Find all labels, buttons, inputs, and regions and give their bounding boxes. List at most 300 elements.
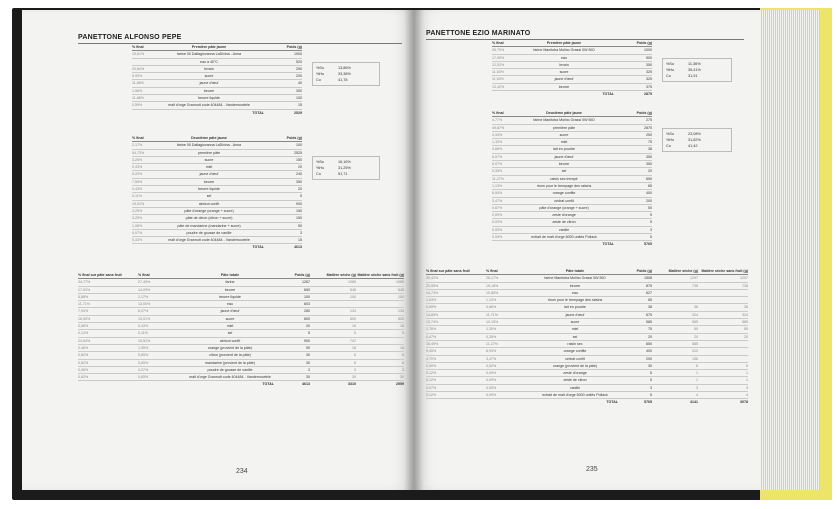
table-cell: 735	[742, 283, 748, 288]
side-stat: %Su 16,16%	[316, 160, 351, 164]
table-cell: 650	[646, 176, 652, 181]
table-row	[426, 283, 748, 290]
left-page	[22, 10, 414, 490]
table-cell: sel	[561, 169, 567, 174]
table-header	[78, 272, 404, 279]
table-cell: TOTAL	[602, 242, 614, 247]
table-row	[78, 338, 404, 345]
table-cell: 603	[304, 302, 310, 307]
table-cell: 1,08%	[132, 223, 143, 228]
table-cell: 0,65%	[138, 375, 149, 380]
table-row	[132, 157, 302, 164]
table-row	[426, 275, 748, 282]
table-total-row	[426, 399, 748, 405]
table-cell: 19,51%	[132, 201, 145, 206]
table-cell: TOTAL	[252, 110, 264, 115]
table-cell: sel	[206, 194, 212, 199]
table-row	[78, 374, 404, 381]
table-cell: 26,17%	[486, 276, 499, 281]
table-cell: beurre	[224, 287, 236, 292]
table-row	[492, 219, 652, 226]
table-row	[492, 154, 652, 161]
table-cell: 36	[694, 305, 698, 310]
table-cell: poudre de gousse de vanille	[186, 230, 232, 235]
table-cell: 3	[650, 227, 652, 232]
table-cell: 0,14%	[78, 331, 89, 336]
table-cell: beurre	[203, 88, 215, 93]
table-cell: 250	[646, 132, 652, 137]
table-cell: 3	[308, 367, 310, 372]
table-cell: Poids (g)	[286, 45, 302, 49]
table-cell: 7,94%	[78, 309, 89, 314]
table-cell: 0,12%	[426, 393, 437, 398]
table-cell	[132, 110, 154, 116]
table-cell: 585	[692, 341, 698, 346]
table-cell	[356, 338, 404, 344]
table-row	[78, 316, 404, 323]
table-row	[492, 47, 652, 54]
table-cell: vanille	[569, 385, 581, 390]
table-cell: sel	[227, 331, 233, 336]
table-cell: 0,12%	[426, 378, 437, 383]
table-total-row	[492, 91, 652, 97]
table-cell: 675	[646, 312, 652, 317]
table-cell: première pâte	[552, 125, 576, 130]
table-cell: 6,07%	[492, 154, 503, 159]
table-cell: miel	[226, 324, 234, 329]
table-cell: farine	[225, 280, 235, 285]
table-cell: beurre	[203, 179, 215, 184]
table-cell: 735	[692, 283, 698, 288]
table-cell	[698, 341, 748, 347]
table-cell: 0,87%	[492, 205, 503, 210]
table-cell: 100	[398, 294, 404, 299]
table-cell: % final	[138, 273, 150, 277]
table-cell: 0,09%	[492, 235, 503, 240]
table-cell: Matière sèche sans fruit (g)	[701, 269, 748, 273]
table-cell: 0,11%	[132, 194, 142, 199]
table-cell: 1297	[740, 276, 748, 281]
table-cell: 20	[744, 334, 748, 339]
table-cell	[652, 290, 698, 296]
table-row	[132, 201, 302, 208]
table-cell: 6	[402, 353, 404, 358]
table-cell: 2525	[294, 150, 302, 155]
table-cell: 3	[354, 367, 356, 372]
table-cell: 0,11%	[138, 331, 148, 336]
table-cell: beurre liquide	[198, 96, 220, 101]
table-cell: 545	[350, 287, 356, 292]
table-header	[132, 44, 302, 51]
table-cell: 6,07%	[492, 162, 503, 167]
side-stat: %Hu 35,41%	[666, 68, 701, 72]
page-edges	[760, 10, 820, 490]
table-cell: TOTAL	[606, 400, 618, 405]
table-cell: 18	[400, 345, 404, 350]
table-cell: poudre de gousse de vanille	[207, 367, 253, 372]
table-cell: 59	[694, 327, 698, 332]
table-cell: 3,47%	[486, 356, 497, 361]
table-cell: 0,82%	[78, 360, 89, 365]
table-cell: Poids (g)	[294, 273, 310, 277]
side-stat: %Hu 31,82%	[666, 138, 701, 142]
table-cell: 5	[402, 331, 404, 336]
table-row	[426, 319, 748, 326]
table-cell: 50	[648, 205, 652, 210]
table-cell: sucre	[225, 316, 235, 321]
table-cell: 11,71%	[78, 302, 90, 307]
table-cell: sucre	[559, 132, 569, 137]
table-cell: 0,43%	[132, 187, 143, 192]
table-cell: 325	[646, 77, 652, 82]
table-cell: 11,63%	[492, 70, 504, 75]
table-cell: 6,94%	[492, 191, 503, 196]
table-row	[132, 164, 302, 171]
table-cell: raisin sec trempé	[550, 176, 578, 181]
table-cell: abricot confit	[219, 338, 241, 343]
table-row	[132, 73, 302, 80]
table-cell: eau	[561, 55, 567, 60]
table-cell: 350	[646, 154, 652, 159]
side-stat: %Su 13,86%	[316, 66, 351, 70]
table-cell: 0,66%	[492, 147, 503, 152]
table-cell: TOTAL	[262, 382, 274, 387]
table-cell: 11,27%	[486, 341, 498, 346]
table-row	[132, 66, 302, 73]
table-cell: farine 00 Dallagiovanna LaDivina - Anna	[176, 143, 242, 148]
table-cell	[492, 241, 514, 247]
table-cell: 350	[646, 62, 652, 67]
table-cell: 10,15%	[486, 320, 499, 325]
table-cell: 14,85%	[426, 312, 439, 317]
table-cell: 16	[352, 324, 356, 329]
table-cell: 900	[296, 201, 302, 206]
table-cell: 6,94%	[486, 349, 497, 354]
table-cell: 1297	[690, 276, 698, 281]
table-cell: 1	[696, 371, 698, 376]
table-row	[492, 190, 652, 197]
table-cell: 11,27%	[492, 176, 504, 181]
table-cell: miel	[571, 327, 579, 332]
table-cell	[698, 356, 748, 362]
table-row	[132, 80, 302, 87]
table-row	[78, 294, 404, 301]
table-row	[132, 88, 302, 95]
table-cell: 5	[650, 371, 652, 376]
table-cell: rhum pour le trempage des raisins	[536, 183, 592, 188]
table-cell: beurre liquide	[198, 187, 220, 192]
table-row	[132, 171, 302, 178]
table-row	[426, 363, 748, 370]
table-row	[132, 95, 302, 102]
table-cell: orange (provient de la pâte)	[207, 345, 253, 350]
table-cell: cédrat confit	[554, 198, 574, 203]
table-cell: 324	[692, 312, 698, 317]
table-cell: 11,86%	[132, 81, 144, 86]
table-cell: 1	[746, 378, 748, 383]
table-cell: 24,64%	[78, 338, 91, 343]
table-cell: beurre liquide	[219, 294, 241, 299]
table-cell: 585	[742, 320, 748, 325]
table-cell: 30	[306, 353, 310, 358]
table-cell: 100	[296, 143, 302, 148]
table-cell	[698, 290, 748, 296]
table-cell: 1508	[644, 276, 652, 281]
table-cell: 200	[296, 74, 302, 79]
table-cell: 5765	[644, 400, 652, 405]
table-cell: 275	[646, 118, 652, 123]
side-stat: Co 31,91	[666, 74, 698, 78]
table-cell: 0,08%	[78, 367, 89, 372]
table-cell: 324	[742, 312, 748, 317]
side-stat: %Su 23,08%	[666, 132, 701, 136]
table-cell: 0,65%	[138, 353, 149, 358]
table-row	[426, 334, 748, 341]
table-cell: 2529	[294, 110, 302, 115]
table-cell: 200	[646, 198, 652, 203]
table-cell: rhum pour le trempage des raisins	[547, 298, 603, 303]
table-cell: cédrat confit	[565, 356, 585, 361]
table-cell: 30	[352, 375, 356, 380]
table-cell: 20	[648, 169, 652, 174]
table-cell: miel	[560, 140, 568, 145]
table-header	[426, 268, 748, 275]
table-row	[426, 356, 748, 363]
table-cell: beurre	[558, 162, 570, 167]
table-cell: miel	[205, 165, 213, 170]
table-cell: 600	[398, 316, 404, 321]
table-row	[492, 183, 652, 190]
table-cell: 30	[648, 363, 652, 368]
table-cell: zeste de citron	[563, 378, 587, 383]
table-cell: mandarine (provient de la pâte)	[205, 360, 255, 365]
table-cell: farine Manitoba Molino Grassi 0W BIO	[544, 276, 606, 281]
table-cell: 5,88%	[78, 294, 89, 299]
table-cell: Poids (g)	[636, 269, 652, 273]
table-cell: 3310	[348, 382, 356, 387]
table-cell: pâte de citron (citron + sucre)	[185, 216, 233, 221]
table-row	[132, 142, 302, 149]
table-row	[492, 227, 652, 234]
table-cell: eau	[572, 290, 578, 295]
table-cell: 11,63%	[492, 77, 504, 82]
table-cell: 38	[648, 147, 652, 152]
table-cell: 875	[646, 283, 652, 288]
table-cell: zeste d'orange	[563, 371, 587, 376]
table-cell: 0,43%	[138, 324, 149, 329]
table-cell: 0,07%	[426, 385, 437, 390]
table-cell: zeste de citron	[552, 220, 576, 225]
table-cell	[132, 244, 154, 250]
side-stat: %Hu 33,38%	[316, 72, 351, 76]
table-cell: 5	[650, 235, 652, 240]
table-cell: 17,91%	[78, 287, 91, 292]
table-cell: 35,42%	[426, 276, 439, 281]
table-cell: 12,53%	[492, 62, 505, 67]
table-cell: orange confite	[563, 349, 587, 354]
table-cell: 585	[646, 320, 652, 325]
table-cell: 5	[354, 331, 356, 336]
table-cell: 3,25%	[132, 157, 143, 162]
table-cell: 20	[298, 187, 302, 192]
table-cell: TOTAL	[602, 92, 614, 97]
table-cell: 0,89%	[426, 305, 437, 310]
table-cell: 4141	[690, 400, 698, 405]
table-cell: 11,86%	[132, 96, 144, 101]
table-cell: orange confite	[552, 191, 576, 196]
table-cell: 150	[296, 157, 302, 162]
table-cell	[310, 301, 356, 307]
table-row	[132, 193, 302, 200]
table-cell: 1089	[348, 280, 356, 285]
table-cell: 13,74%	[426, 320, 439, 325]
table-row	[492, 234, 652, 241]
table-row	[78, 367, 404, 374]
table-row	[78, 279, 404, 286]
table-cell: 38	[648, 305, 652, 310]
table-cell: 1	[746, 371, 748, 376]
table-cell: 600	[350, 316, 356, 321]
table-cell: 0,43%	[132, 165, 143, 170]
table-cell: % final	[132, 136, 144, 140]
table-cell: 400	[646, 191, 652, 196]
table-cell: 0,82%	[78, 353, 89, 358]
table-cell: 3	[300, 230, 302, 235]
table-cell: 3	[696, 385, 698, 390]
table-cell: vanille	[558, 227, 570, 232]
table-cell: eau à 40°C	[199, 59, 219, 64]
table-row	[426, 392, 748, 399]
table-cell: 0,07%	[138, 367, 149, 372]
table-cell: 50	[298, 223, 302, 228]
table-cell: 400	[646, 349, 652, 354]
table-cell: citron (provient de la pâte)	[209, 353, 251, 358]
side-stat: %Hu 31,25%	[316, 166, 351, 170]
table-cell: 2875	[644, 125, 652, 130]
table-cell: 600	[304, 316, 310, 321]
table-cell: 312	[692, 349, 698, 354]
table-cell: Poids (g)	[636, 111, 652, 115]
table-cell: 17,90%	[492, 55, 505, 60]
table-cell: 6	[746, 363, 748, 368]
table-cell: 5,20%	[132, 172, 143, 177]
table-cell: 65	[648, 183, 652, 188]
table-cell: Pâte totale	[220, 273, 240, 277]
table-cell: 6	[354, 353, 356, 358]
table-cell: 6,07%	[138, 309, 149, 314]
table-cell: 5	[650, 393, 652, 398]
table-cell	[698, 297, 748, 303]
table-cell: 10,88%	[486, 290, 499, 295]
table-row	[426, 312, 748, 319]
table-cell: Deuxième pâte jaune	[546, 111, 582, 115]
table-cell: 3,47%	[492, 198, 503, 203]
table-cell: 0,09%	[486, 393, 497, 398]
table-cell: beurre	[558, 84, 570, 89]
table-cell: 900	[304, 338, 310, 343]
table-cell	[426, 399, 532, 405]
table-row	[426, 370, 748, 377]
table-cell: 1000	[644, 48, 652, 53]
table-cell: 3	[402, 367, 404, 372]
table-cell: 5765	[644, 242, 652, 247]
table-header	[492, 40, 652, 47]
table-cell: % final	[492, 111, 504, 115]
table-cell: Poids (g)	[636, 41, 652, 45]
table-cell: jaune d'œuf	[220, 309, 240, 314]
table-cell: 4613	[294, 245, 302, 250]
table-cell: 5,90%	[132, 74, 143, 79]
table-cell: 5	[650, 213, 652, 218]
table-cell: 100	[350, 294, 356, 299]
table-cell: eau	[227, 302, 233, 307]
table-cell: 350	[646, 162, 652, 167]
table-row	[492, 212, 652, 219]
table-cell: 156	[692, 356, 698, 361]
table-cell: 75	[648, 327, 652, 332]
table-cell: 0,59%	[132, 103, 143, 108]
side-box-right-2	[662, 128, 732, 152]
table-cell: zeste d'orange	[552, 213, 576, 218]
recipe-title-left: PANETTONE ALFONSO PEPE	[78, 34, 182, 41]
table-cell: 20,84%	[132, 66, 145, 71]
table-row	[492, 205, 652, 212]
table-row	[426, 290, 748, 297]
table-row	[132, 215, 302, 222]
table-cell: levain	[204, 66, 214, 71]
table-cell: 3	[746, 385, 748, 390]
table-cell: 13,42%	[492, 84, 505, 89]
table-row	[132, 150, 302, 157]
table-cell: malt d'orge Grannutt code 404484 - Vandemoortele	[168, 103, 250, 108]
table-row	[78, 301, 404, 308]
table-cell: levain	[559, 62, 569, 67]
table-cell: 0,12%	[426, 371, 437, 376]
table-row	[78, 360, 404, 367]
table-cell: 300	[296, 88, 302, 93]
side-stat: Co 41,78	[316, 78, 348, 82]
table-cell: 16	[400, 324, 404, 329]
table-cell: 627	[646, 290, 652, 295]
table-cell: 20	[306, 324, 310, 329]
table-cell: 0,47%	[426, 334, 437, 339]
table-cell: 6	[354, 360, 356, 365]
table-row	[78, 330, 404, 337]
table-cell: extrait de malt d'orge 6000 unités Pollack	[542, 393, 608, 398]
table-cell: 200	[646, 356, 652, 361]
table-cell: 1,56%	[132, 88, 143, 93]
table-cell: 500	[646, 55, 652, 60]
right-page	[414, 10, 760, 490]
table-cell: 5	[308, 331, 310, 336]
table-cell: 2,46%	[78, 345, 89, 350]
table-cell: Matière sèche sans fruit (g)	[357, 273, 404, 277]
table-cell: 0,35%	[486, 334, 497, 339]
table-cell: 1000	[294, 52, 302, 57]
table-row	[492, 69, 652, 76]
table-cell: sucre	[204, 157, 214, 162]
table-cell: 1,30%	[492, 140, 503, 145]
table-left-3	[78, 272, 404, 388]
table-cell: TOTAL	[252, 245, 264, 250]
side-stat: Co 51,71	[316, 172, 348, 176]
table-cell: 11,71%	[486, 312, 498, 317]
table-cell: 4	[696, 393, 698, 398]
table-cell: 19,61%	[132, 52, 145, 57]
table-cell: 585	[692, 320, 698, 325]
table-row	[492, 146, 652, 153]
table-cell: 0,65%	[138, 360, 149, 365]
